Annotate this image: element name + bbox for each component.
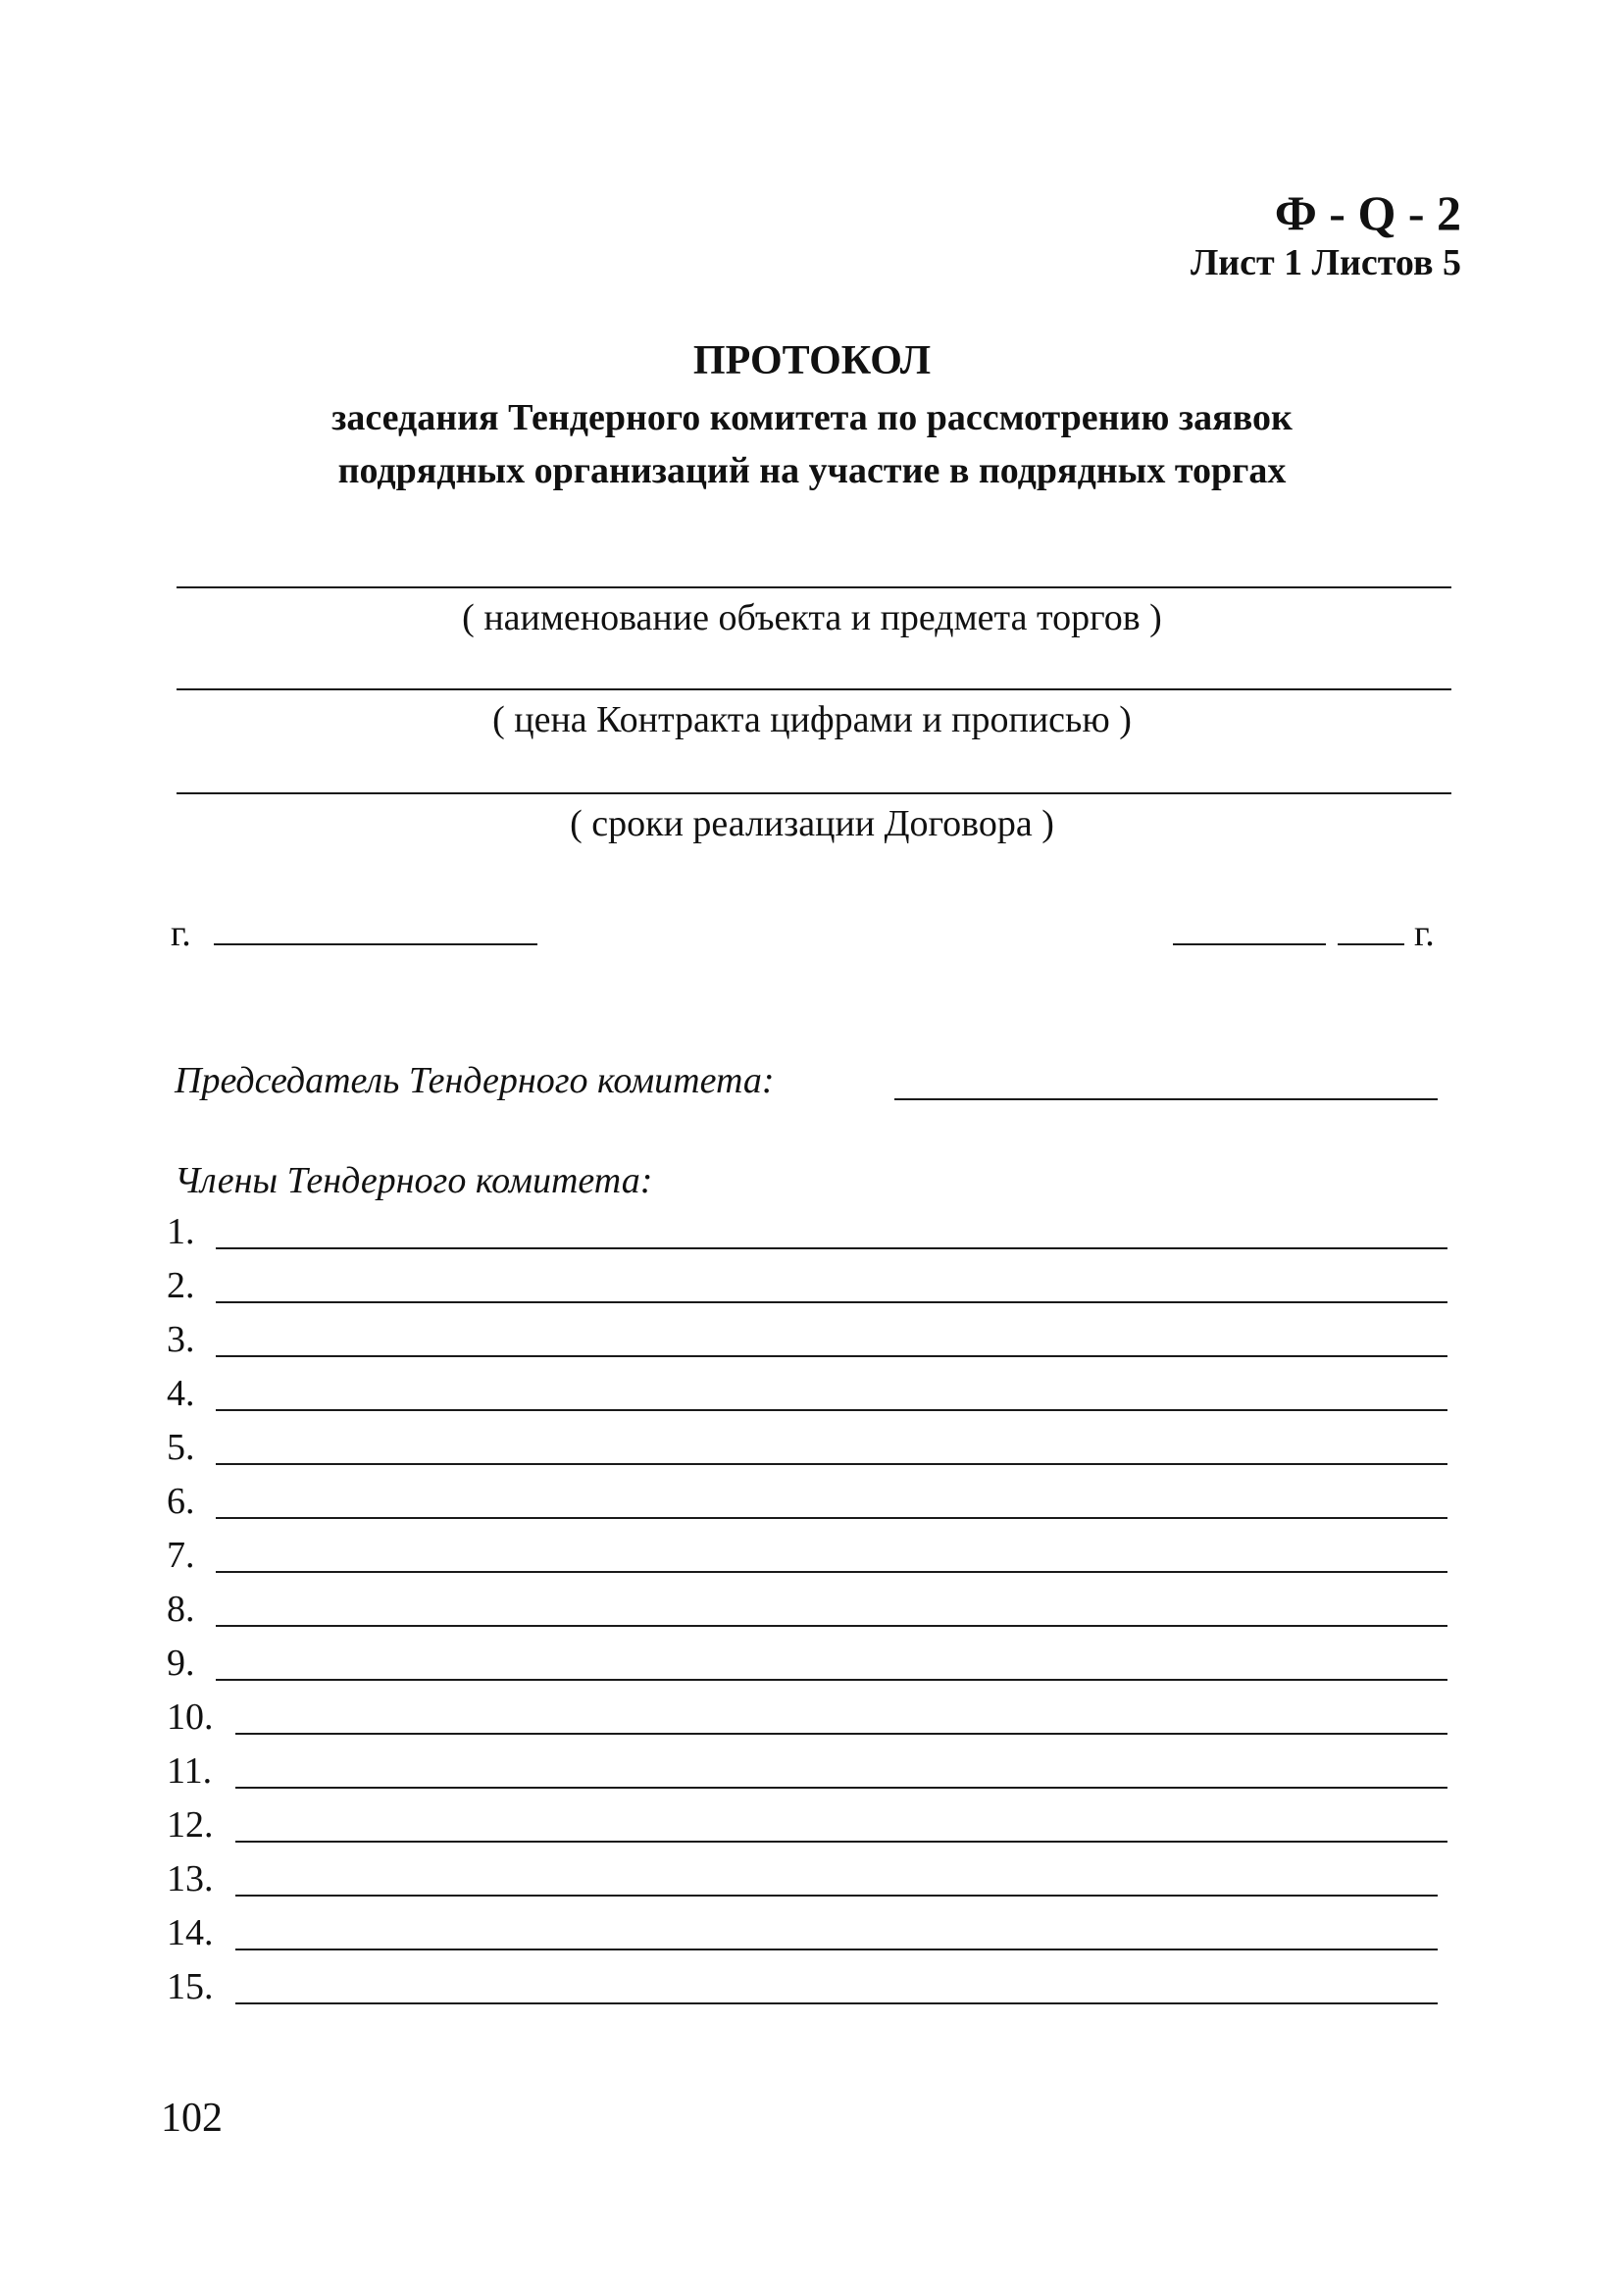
- member-field-line[interactable]: [235, 2002, 1438, 2004]
- member-row: [167, 1260, 1451, 1314]
- member-field-line[interactable]: [235, 1895, 1438, 1897]
- member-field-line[interactable]: [216, 1571, 1447, 1573]
- price-field-line[interactable]: [177, 688, 1451, 690]
- member-row: [167, 1692, 1451, 1746]
- member-number: 5.: [167, 1427, 195, 1468]
- member-field-line[interactable]: [216, 1301, 1447, 1303]
- member-number: 15.: [167, 1966, 214, 2007]
- member-number: 11.: [167, 1750, 213, 1792]
- member-row: [167, 1584, 1451, 1638]
- object-field-line[interactable]: [177, 586, 1451, 588]
- member-row: [167, 1314, 1451, 1368]
- form-code: Ф - Q - 2: [1274, 185, 1461, 240]
- page-number: 102: [161, 2096, 223, 2141]
- members-label: Члены Тендерного комитета:: [175, 1160, 653, 1201]
- member-number: 6.: [167, 1481, 195, 1522]
- chairman-field-line[interactable]: [894, 1098, 1438, 1100]
- member-field-line[interactable]: [235, 1841, 1447, 1843]
- member-number: 2.: [167, 1265, 195, 1306]
- document-subtitle-line1: заседания Тендерного комитета по рассмотрению заявок: [331, 397, 1293, 438]
- member-row: [167, 1206, 1451, 1260]
- member-number: 7.: [167, 1535, 195, 1576]
- city-prefix: г.: [171, 913, 191, 954]
- object-field-caption: ( наименование объекта и предмета торгов ): [462, 597, 1162, 638]
- city-field-line[interactable]: [214, 943, 537, 945]
- member-number: 4.: [167, 1373, 195, 1414]
- member-number: 13.: [167, 1858, 214, 1899]
- price-field-caption: ( цена Контракта цифрами и прописью ): [492, 699, 1132, 740]
- date-field-line[interactable]: [1173, 943, 1326, 945]
- member-field-line[interactable]: [216, 1355, 1447, 1357]
- member-row: [167, 1961, 1451, 2015]
- member-field-line[interactable]: [216, 1679, 1447, 1681]
- member-row: [167, 1638, 1451, 1692]
- member-number: 1.: [167, 1211, 195, 1252]
- member-row: [167, 1422, 1451, 1476]
- members-list: [167, 1206, 1451, 2015]
- terms-field-line[interactable]: [177, 792, 1451, 794]
- member-field-line[interactable]: [216, 1517, 1447, 1519]
- member-number: 14.: [167, 1912, 214, 1953]
- document-subtitle-line2: подрядных организаций на участие в подрядных торгах: [337, 450, 1287, 491]
- member-number: 9.: [167, 1643, 195, 1684]
- member-row: [167, 1907, 1451, 1961]
- member-field-line[interactable]: [216, 1463, 1447, 1465]
- member-number: 8.: [167, 1589, 195, 1630]
- member-field-line[interactable]: [216, 1625, 1447, 1627]
- member-row: [167, 1853, 1451, 1907]
- member-number: 3.: [167, 1319, 195, 1360]
- member-field-line[interactable]: [235, 1949, 1438, 1950]
- document-title: ПРОТОКОЛ: [692, 338, 932, 383]
- member-field-line[interactable]: [216, 1409, 1447, 1411]
- member-number: 10.: [167, 1696, 214, 1738]
- member-field-line[interactable]: [235, 1733, 1447, 1735]
- member-row: [167, 1746, 1451, 1799]
- member-number: 12.: [167, 1804, 214, 1846]
- member-row: [167, 1476, 1451, 1530]
- year-field-line[interactable]: [1338, 943, 1404, 945]
- member-field-line[interactable]: [235, 1787, 1447, 1789]
- terms-field-caption: ( сроки реализации Договора ): [570, 803, 1054, 844]
- year-suffix: г.: [1414, 913, 1435, 954]
- member-field-line[interactable]: [216, 1247, 1447, 1249]
- member-row: [167, 1530, 1451, 1584]
- member-row: [167, 1368, 1451, 1422]
- chairman-label: Председатель Тендерного комитета:: [175, 1060, 775, 1101]
- member-row: [167, 1799, 1451, 1853]
- sheet-info: Лист 1 Листов 5: [1190, 242, 1461, 283]
